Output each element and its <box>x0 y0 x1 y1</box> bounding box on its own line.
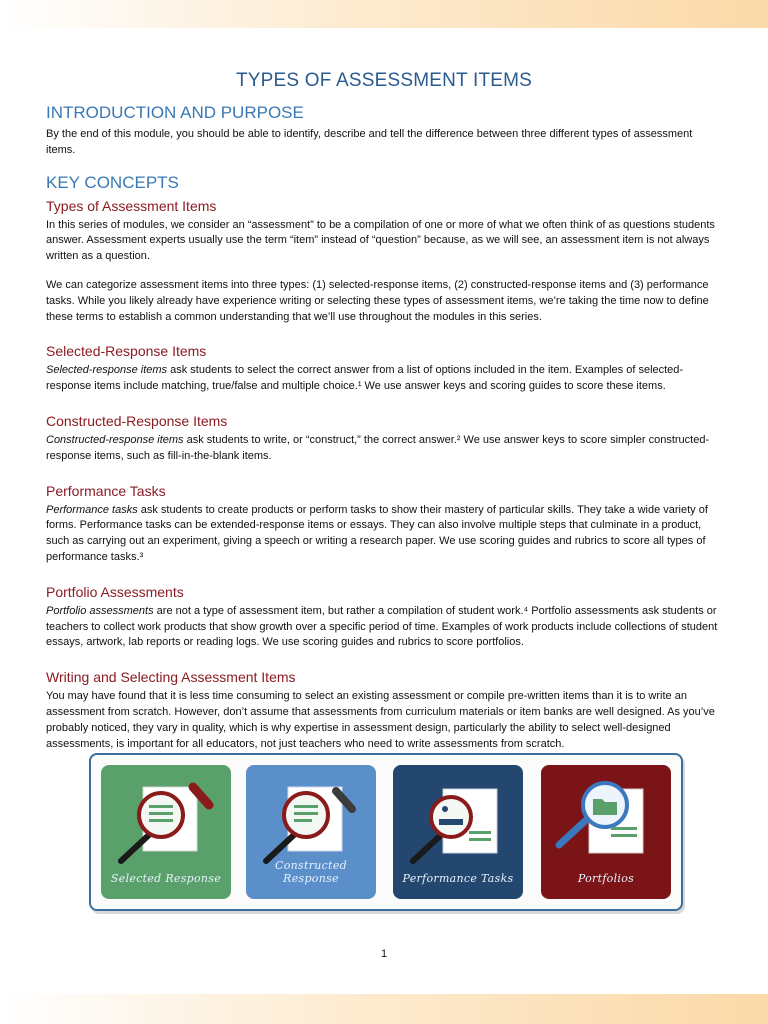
key-concepts-heading: KEY CONCEPTS <box>46 172 179 192</box>
intro-heading: INTRODUCTION AND PURPOSE <box>46 103 304 122</box>
writing-selecting-heading: Writing and Selecting Assessment Items <box>46 669 296 686</box>
performance-tasks-body: ask students to create products or perform tasks to show their mastery of particular skills. They take a wide variety of forms. Performance tasks can be extended-response items or essays. They can also involve multiple steps that culminate in a product, such as carrying out an experiment, giving a speech or writing a research paper. We use scoring guides and rubrics to score all types of performance tasks.³ <box>46 503 708 563</box>
constructed-response-heading: Constructed-Response Items <box>46 412 228 429</box>
types-paragraph-1: In this series of modules, we consider an “assessment” to be a compilation of one or more of what we often think of as questions students answer. Assessment experts usually use the term “item” instead of “question” because, as we will see, an assessment item is not always written as a question. <box>46 218 715 263</box>
selected-response-heading: Selected-Response Items <box>46 343 207 360</box>
constructed-response-body: ask students to write, or “construct,” the correct answer.² We use answer keys to score simpler constructed-response items, such as fill-in-the-blank items. <box>46 433 710 462</box>
performance-tasks-tile <box>393 765 523 899</box>
constructed-response-text <box>46 433 722 465</box>
selected-response-term: Selected-response items <box>46 364 168 377</box>
portfolios-tile <box>541 765 671 899</box>
bottom-decor-band <box>0 994 768 1024</box>
portfolios-label: Portfolios <box>577 872 635 885</box>
performance-tasks-text <box>46 503 722 566</box>
portfolio-heading: Portfolio Assessments <box>46 583 184 600</box>
portfolio-text <box>46 604 722 651</box>
document-title: TYPES OF ASSESSMENT ITEMS <box>235 70 533 91</box>
performance-tasks-heading: Performance Tasks <box>46 482 166 499</box>
constructed-response-term: Constructed-response items <box>46 433 184 446</box>
top-decor-band <box>0 0 768 28</box>
document-body <box>46 103 722 752</box>
constructed-response-tile <box>246 765 376 899</box>
performance-tasks-label: Performance Tasks <box>402 872 514 885</box>
types-heading: Types of Assessment Items <box>46 197 217 214</box>
assessment-types-graphic <box>89 753 683 911</box>
selected-response-tile <box>101 765 231 899</box>
page-number: 1 <box>380 948 388 960</box>
performance-tasks-term: Performance tasks <box>46 503 138 516</box>
writing-selecting-text: You may have found that it is less time consuming to select an existing assessment or compile pre-written items than it is to write an assessment from scratch. However, don’t assume that assessments from curriculum materials or item banks are well designed. As you’ve probably noticed, they vary in quality, which is why expertise in assessment design, particularly the ability to select well-designed assessments, is important for all educators, not just teachers who need to write assessments from scratch. <box>46 690 715 750</box>
portfolio-body: are not a type of assessment item, but rather a compilation of student work.⁴ Portfolio assessments ask students or teachers to collect work products that show growth over a specific period of time. Examples of work products include collections of student essays, artwork, lab reports or reading logs. We use scoring guides and rubrics to score portfolios. <box>46 604 718 649</box>
selected-response-text <box>46 363 722 395</box>
portfolio-term: Portfolio assessments <box>46 604 154 617</box>
selected-response-body: ask students to select the correct answer from a list of options included in the item. Examples of selected-response items include matching, true/false and multiple choice.¹ We use answer keys and scoring guides to score these items. <box>46 364 684 393</box>
constructed-response-label: Constructed Response <box>275 859 347 885</box>
selected-response-label: Selected Response <box>110 872 222 885</box>
types-paragraph-2: We can categorize assessment items into three types: (1) selected-response items, (2) constructed-response items and (3) performance tasks. While you likely already have experience writing or selecting these types of assessment items, we’re taking the time now to define these terms to establish a common understanding that we’ll use throughout the modules in this series. <box>46 278 709 323</box>
intro-text: By the end of this module, you should be able to identify, describe and tell the difference between three different types of assessment items. <box>46 128 693 156</box>
